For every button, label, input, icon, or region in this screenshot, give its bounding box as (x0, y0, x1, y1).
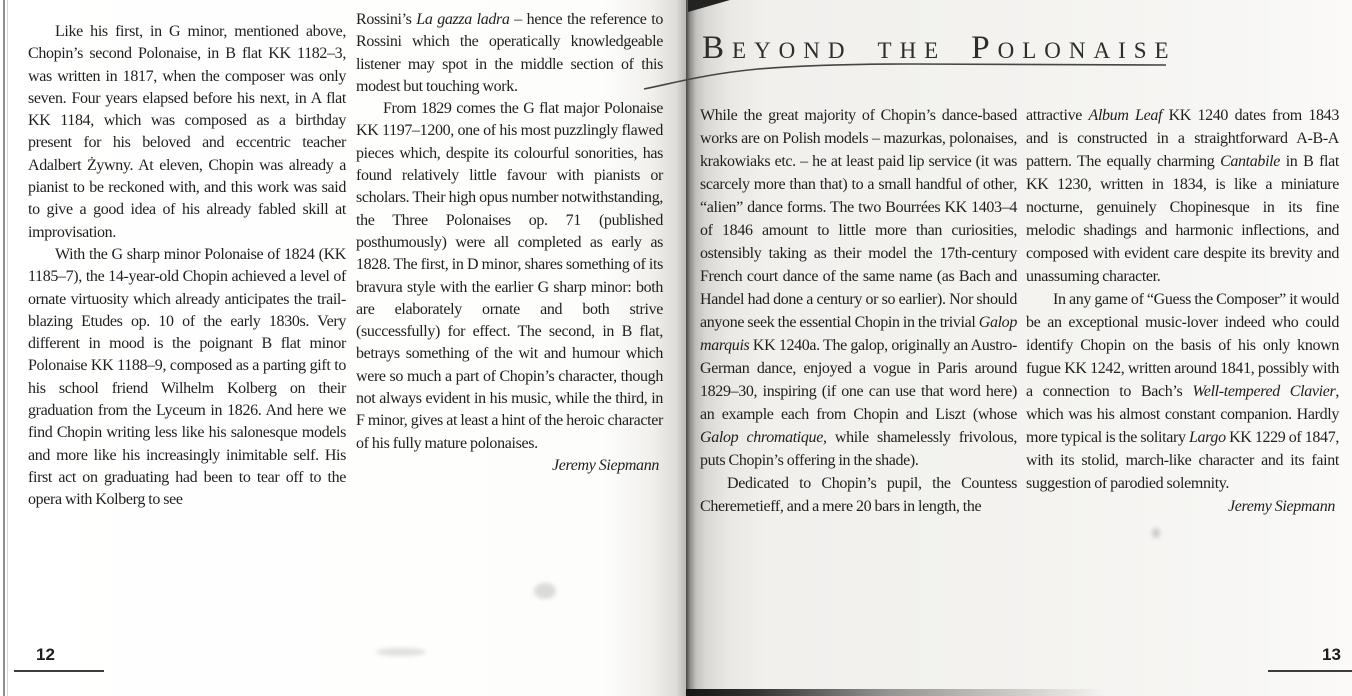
page-bottom-edge (686, 689, 1106, 696)
paragraph: Dedicated to Chopin’s pupil, the Countess Cheremetieff, and a mere 20 bars in length, the (700, 475, 1017, 515)
right-column-1 (700, 104, 1017, 518)
paragraph: With the G sharp minor Polonaise of 1824 (KK 1185–7), the 14-year-old Chopin achieved a level of ornate virtuosity which already anticipates the trail-blazing Etudes op. 10 of the early 1830s. Very different in mood is the poignant B flat minor Polonaise KK 1188–9, composed as a parting gift to his school friend Wilhelm Kolberg on their graduation from the Lyceum in 1826. And here we find Chopin writing less like his salonesque models and more like his increasingly inimitable self. His first act on graduating had been to tear off to the opera with Kolberg to see (28, 245, 346, 509)
right-column-2 (1026, 104, 1339, 518)
paragraph: Like his first, in G minor, mentioned above, Chopin’s second Polonaise, in B flat KK 1182–3, was written in 1817, when the composer was only seven. Four years elapsed before his next, in A flat KK 1184, which was composed as a birthday present for his beloved and eccentric teacher Adalbert Żywny. At eleven, Chopin was already a pianist to be reckoned with, and this work was said to give a good idea of his already fabled skill at improvisation. (28, 23, 346, 241)
title-underline-swash (640, 56, 1170, 90)
author-signature: Jeremy Siepmann (551, 456, 659, 474)
paragraph: From 1829 comes the G flat major Polonaise KK 1197–1200, one of his most puzzlingly flawed pieces which, despite its colourful sonorities, has found relatively little favour with pianists or scholars. Their high opus number notwithstanding, the Three Polonaises op. 71 (published posthumously) were all completed as early as 1828. The first, in D minor, shares something of its bravura style with the earlier G sharp minor: both are elaborately ornate and both strive (successfully) for effect. The second, in B flat, betrays something of the wit and humour which were so much a part of Chopin’s character, though not always evident in his music, while the third, in F minor, gives at least a hint of the heroic character of his fully mature polonaises. (356, 100, 663, 452)
left-column-2 (356, 9, 663, 477)
title-initial: P (971, 30, 998, 66)
title-rest: EYOND (732, 38, 853, 63)
left-column-1 (28, 21, 346, 512)
title-rest: THE (877, 38, 947, 63)
page-edge-line (3, 0, 5, 696)
page-number-rule (14, 670, 104, 672)
paragraph: In any game of “Guess the Composer” it would be an exceptional music-lover indeed who could identify Chopin on the basis of his only known fugue KK 1242, written around 1841, possibly with a connection to Bach’s Well-tempered Clavier, which was his almost constant companion. Hardly more typical is the solitary Largo KK 1229 of 1847, with its stolid, march-like character and its faint suggestion of parodied solemnity. (1026, 291, 1339, 492)
paragraph: Rossini’s La gazza ladra – hence the reference to Rossini which the operatically knowledgeable listener may spot in the middle section of this modest but touching work. (356, 11, 663, 95)
scan-smudge (1152, 528, 1160, 538)
page-number-left: 12 (36, 645, 55, 664)
page-number-right: 13 (1322, 645, 1341, 664)
paragraph: attractive Album Leaf KK 1240 dates from 1843 and is constructed in a straightforward A-B-A pattern. The equally charming Cantabile in B flat KK 1230, written in 1834, is like a miniature nocturne, genuinely Chopinesque in its fine melodic shadings and harmonic inflections, and composed with evident care despite its brevity and unassuming character. (1026, 107, 1339, 285)
title-rest: OLONAISE (997, 38, 1177, 63)
scan-smudge (534, 583, 556, 599)
paragraph: While the great majority of Chopin’s dance-based works are on Polish models – mazurkas, polonaises, krakowiaks etc. – he at least paid lip service (it was scarcely more than that) to a small handful of other, “alien” dance forms. The two Bourrées KK 1403–4 of 1846 amount to little more than curiosities, ostensibly taking as their model the 17th-century French court dance of the same name (as Bach and Handel had done a century or so earlier). Nor should anyone seek the essential Chopin in the trivial Galop marquis KK 1240a. The galop, originally an Austro-German dance, enjoyed a vogue in Paris around 1829–30, inspiring (if one can use that word here) an example each from Chopin and Liszt (whose Galop chromatique, while shamelessly frivolous, puts Chopin’s offering in the shade). (700, 107, 1017, 469)
page-number-rule (1268, 670, 1352, 672)
scan-smudge (376, 648, 426, 656)
page-edge-line-light (7, 0, 8, 696)
author-signature: Jeremy Siepmann (1227, 498, 1335, 515)
title-initial: B (702, 30, 733, 66)
